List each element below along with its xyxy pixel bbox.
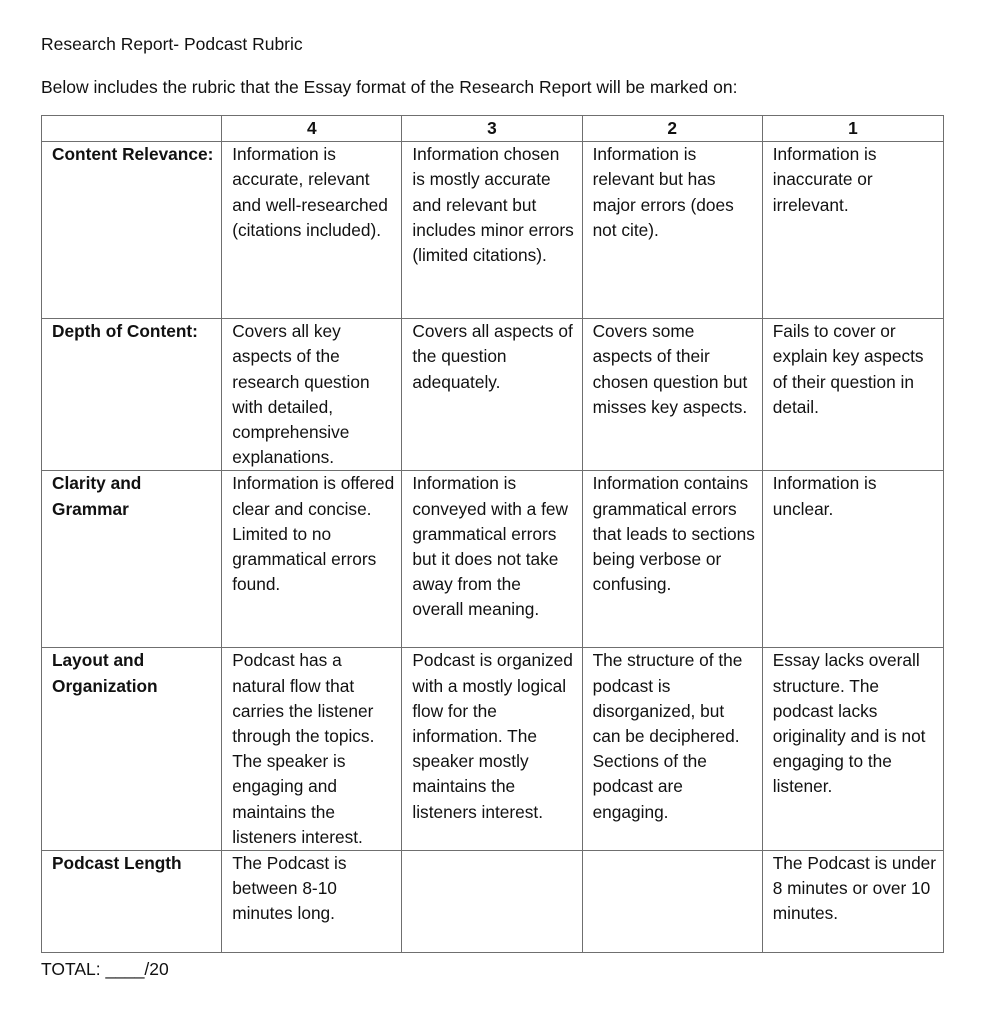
rubric-cell: Information chosen is mostly accurate and relevant but includes minor errors (limited citations). [402, 142, 582, 319]
criterion-depth-of-content: Depth of Content: [42, 319, 222, 471]
table-row [42, 648, 944, 851]
header-cell-criteria [42, 116, 222, 142]
rubric-table [41, 115, 944, 953]
rubric-cell: Information is relevant but has major errors (does not cite). [582, 142, 762, 319]
rubric-cell: Podcast is organized with a mostly logical flow for the information. The speaker mostly maintains the listeners interest. [402, 648, 582, 851]
rubric-cell: Covers some aspects of their chosen question but misses key aspects. [582, 319, 762, 471]
rubric-cell [582, 851, 762, 953]
rubric-cell: Information is inaccurate or irrelevant. [762, 142, 943, 319]
header-row [42, 116, 944, 142]
rubric-cell: Podcast has a natural flow that carries the listener through the topics. The speaker is engaging and maintains the listeners interest. [222, 648, 402, 851]
document-title: Research Report- Podcast Rubric [41, 34, 303, 54]
criterion-layout-and-organization: Layout and Organization [42, 648, 222, 851]
rubric-cell: The structure of the podcast is disorganized, but can be deciphered. Sections of the podcast are engaging. [582, 648, 762, 851]
criterion-content-relevance: Content Relevance: [42, 142, 222, 319]
rubric-cell: Fails to cover or explain key aspects of their question in detail. [762, 319, 943, 471]
table-row [42, 142, 944, 319]
rubric-cell: Covers all aspects of the question adequately. [402, 319, 582, 471]
table-row [42, 471, 944, 648]
intro-text: Below includes the rubric that the Essay format of the Research Report will be marked on: [41, 77, 738, 97]
header-cell-score-4: 4 [222, 116, 402, 142]
table-row [42, 851, 944, 953]
header-cell-score-3: 3 [402, 116, 582, 142]
criterion-clarity-and-grammar: Clarity and Grammar [42, 471, 222, 648]
header-cell-score-2: 2 [582, 116, 762, 142]
header-cell-score-1: 1 [762, 116, 943, 142]
rubric-cell [402, 851, 582, 953]
rubric-cell: The Podcast is under 8 minutes or over 10 minutes. [762, 851, 943, 953]
criterion-podcast-length: Podcast Length [42, 851, 222, 953]
rubric-cell: The Podcast is between 8-10 minutes long. [222, 851, 402, 953]
rubric-cell: Essay lacks overall structure. The podcast lacks originality and is not engaging to the listener. [762, 648, 943, 851]
rubric-cell: Information is conveyed with a few grammatical errors but it does not take away from the overall meaning. [402, 471, 582, 648]
rubric-cell: Information contains grammatical errors that leads to sections being verbose or confusing. [582, 471, 762, 648]
total-score-line: TOTAL: ____/20 [41, 959, 169, 979]
rubric-cell: Covers all key aspects of the research question with detailed, comprehensive explanations. [222, 319, 402, 471]
rubric-cell: Information is unclear. [762, 471, 943, 648]
rubric-cell: Information is offered clear and concise. Limited to no grammatical errors found. [222, 471, 402, 648]
table-row [42, 319, 944, 471]
rubric-cell: Information is accurate, relevant and well-researched (citations included). [222, 142, 402, 319]
